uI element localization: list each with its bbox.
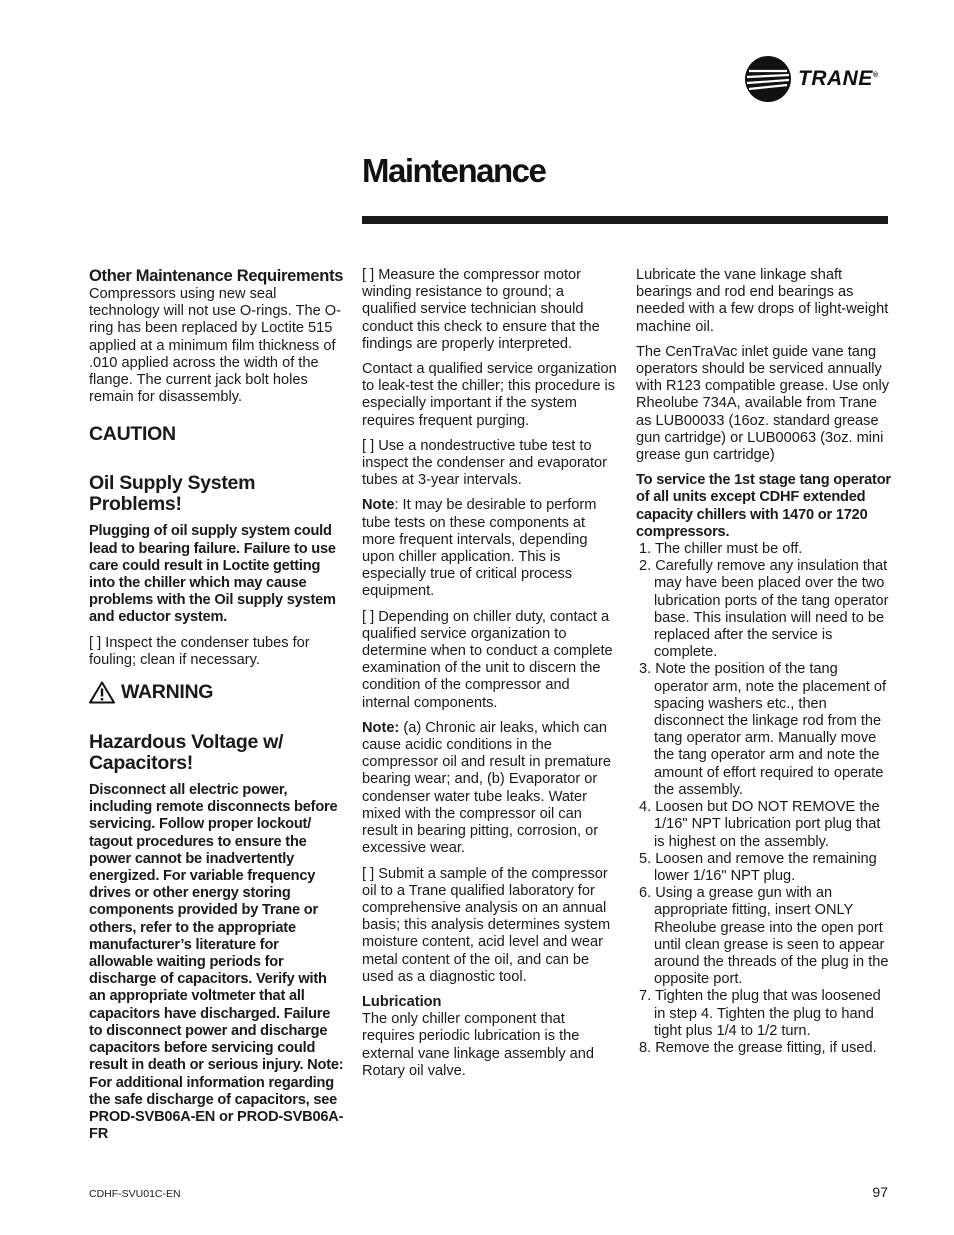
inspect-condenser-paragraph: [ ] Inspect the condenser tubes for fouling; clean if necessary. xyxy=(89,634,310,668)
note-text: : It may be desirable to perform tube tests on these components at more frequent intervals, depending upon chiller application. This is especially true of critical process equipment. xyxy=(362,497,597,600)
list-item: 7. Tighten the plug that was loosened in step 4. Tighten the plug to hand tight plus 1/4 to 1/2 turn. xyxy=(639,988,881,1039)
chiller-duty-paragraph: [ ] Depending on chiller duty, contact a qualified service organization to determine when to conduct a complete examination of the unit to discern the condition of the compressor and internal components. xyxy=(362,608,613,711)
warning-title: Hazardous Voltage w/ Capacitors! xyxy=(89,731,284,775)
list-item: 8. Remove the grease fitting, if used. xyxy=(639,1039,877,1056)
tube-test-paragraph: [ ] Use a nondestructive tube test to inspect the condenser and evaporator tubes at 3-year intervals. xyxy=(362,437,608,489)
note-text: (a) Chronic air leaks, which can cause acidic conditions in the compressor oil and result in premature bearing wear; and, (b) Evaporator or condenser water tube leaks. Water mixed with the compressor oil can result in bearing pitting, corrosion, or excessive wear. xyxy=(362,719,612,857)
trane-globe-icon xyxy=(744,55,792,103)
caution-title: Oil Supply System Problems! xyxy=(89,472,256,516)
warning-body: Disconnect all electric power, including remote disconnects before servicing. Follow proper lockout/ tagout procedures to ensure the power cannot be inadvertently energized. For variable frequency drives or other energy storing components provided by Trane or others, refer to the appropriate manufacturer’s literature for allowable waiting periods for discharge of capacitors. Verify with an appropriate voltmeter that all capacitors have discharged. Failure to disconnect power and discharge capacitors before servicing could result in death or serious injury. Note: For additional information regarding the safe discharge of capacitors, see PROD-SVB06A-EN or PROD-SVB06A-FR xyxy=(89,782,344,1143)
list-item: 6. Using a grease gun with an appropriate fitting, insert ONLY Rheolube grease into the open port until clean grease is seen to appear around the threads of the plug in the opposite port. xyxy=(639,885,889,988)
page-number: 97 xyxy=(872,1184,888,1200)
note-label: Note: xyxy=(362,719,400,736)
list-item: 2. Carefully remove any insulation that may have been placed over the two lubrication ports of the tang operator base. This insulation will need to be replaced after the service is complete. xyxy=(639,558,889,661)
note-label: Note xyxy=(362,497,395,514)
vane-linkage-paragraph: Lubricate the vane linkage shaft bearings and rod end bearings as needed with a few drops of light-weight machine oil. xyxy=(636,267,889,335)
leak-test-paragraph: Contact a qualified service organization to leak-test the chiller; this procedure is especially important if the system requires frequent purging. xyxy=(362,361,617,429)
list-item: 3. Note the position of the tang operator arm, note the placement of spacing washers etc., then disconnect the linkage rod from the tang operator arm. Manually move the tang operator arm and note the amount of effort required to operate the assembly. xyxy=(639,661,887,798)
trane-logo xyxy=(744,55,890,103)
column-left xyxy=(89,267,344,1151)
measure-motor-paragraph: [ ] Measure the compressor motor winding resistance to ground; a qualified service technician should conduct this check to ensure that the findings are properly interpreted. xyxy=(362,267,600,352)
column-middle xyxy=(362,267,620,1088)
seal-technology-paragraph: Compressors using new seal technology will not use O-rings. The O-ring has been replaced by Loctite 515 applied at a minimum film thickness of .010 applied across the width of the flange. The current jack bolt holes remain for disassembly. xyxy=(89,286,341,406)
list-item: 4. Loosen but DO NOT REMOVE the 1/16" NPT lubrication port plug that is highest on the assembly. xyxy=(639,799,881,850)
procedure-steps xyxy=(636,541,892,1057)
warning-header xyxy=(89,681,344,704)
warning-triangle-icon xyxy=(89,681,115,704)
note-tube-tests xyxy=(362,497,620,600)
document-id: CDHF-SVU01C-EN xyxy=(89,1188,181,1200)
list-item: 1. The chiller must be off. xyxy=(639,541,803,558)
procedure-heading: To service the 1st stage tang operator of all units except CDHF extended capacity chillers with 1470 or 1720 compressors. xyxy=(636,472,891,540)
section-heading-other-maintenance: Other Maintenance Requirements xyxy=(89,267,344,285)
title-rule xyxy=(362,216,888,224)
warning-label: WARNING xyxy=(121,681,214,704)
note-air-leaks xyxy=(362,720,620,858)
trane-wordmark: TRANE® xyxy=(798,67,879,90)
page-title: Maintenance xyxy=(362,152,546,189)
grease-paragraph: The CenTraVac inlet guide vane tang operators should be serviced annually with R123 compatible grease. Use only Rheolube 734A, available from Trane as LUB00033 (16oz. standard grease gun cartridge) or LUB00063 (3oz. mini grease gun cartridge) xyxy=(636,343,890,464)
lubrication-heading: Lubrication xyxy=(362,993,442,1010)
column-right xyxy=(636,267,892,1057)
oil-sample-paragraph: [ ] Submit a sample of the compressor oil to a Trane qualified laboratory for comprehensive analysis on an annual basis; this analysis determines system moisture content, acid level and wear metal content of the oil, and can be used as a diagnostic tool. xyxy=(362,865,611,985)
caution-body: Plugging of oil supply system could lead to bearing failure. Failure to use care could result in Loctite getting into the chiller which may cause problems with the Oil supply system and eductor system. xyxy=(89,523,336,626)
lubrication-paragraph: The only chiller component that requires periodic lubrication is the external vane linkage assembly and Rotary oil valve. xyxy=(362,1011,595,1079)
caution-label: CAUTION xyxy=(89,423,176,446)
list-item: 5. Loosen and remove the remaining lower 1/16" NPT plug. xyxy=(639,850,877,884)
